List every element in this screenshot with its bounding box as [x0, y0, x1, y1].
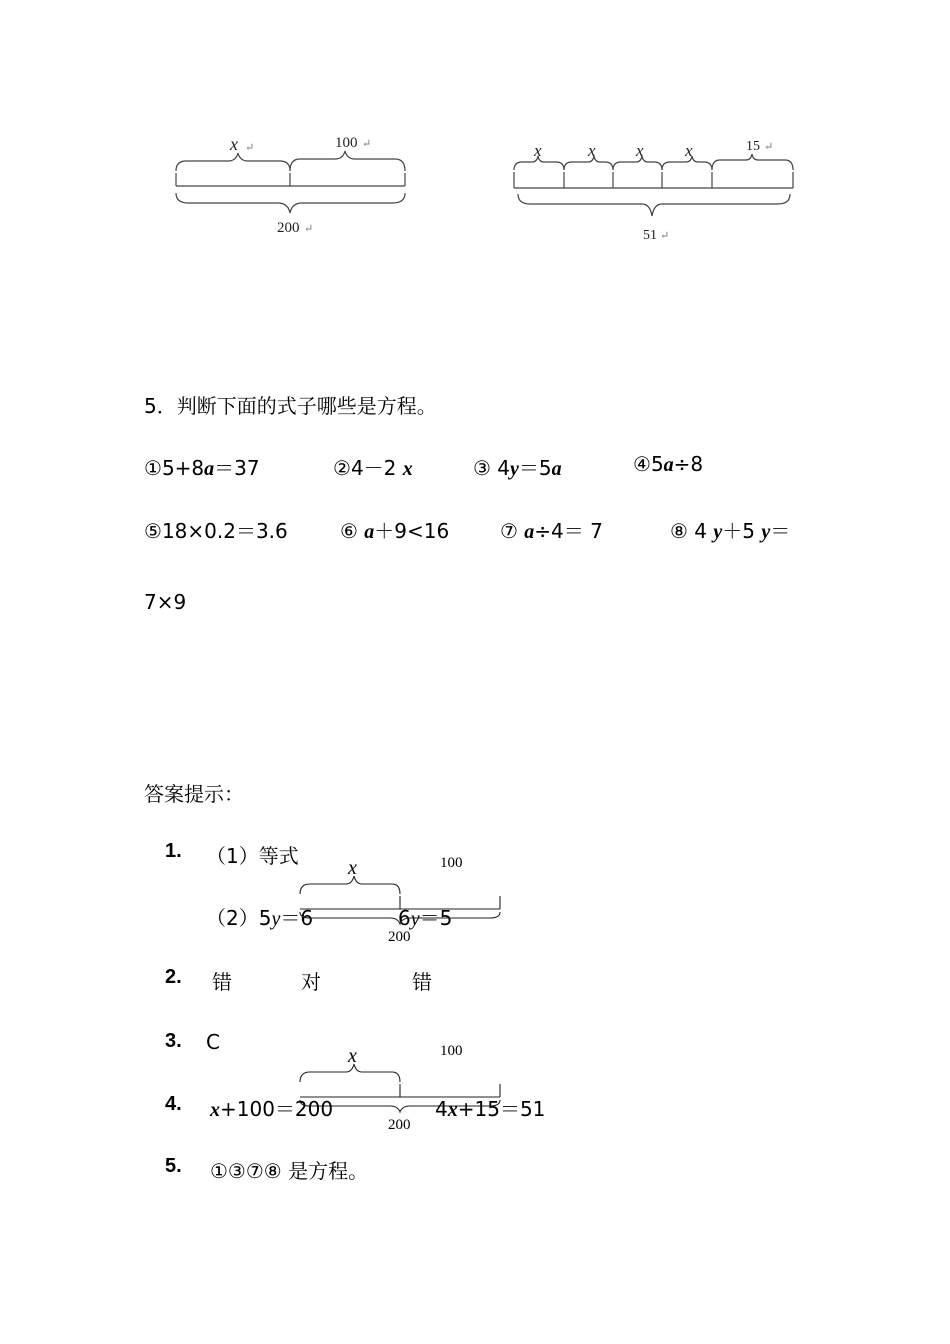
answers-title: 答案提示： — [144, 782, 244, 806]
answer-overlay-diagram-1 — [292, 852, 510, 948]
return-mark: ↵ — [660, 230, 670, 242]
answer-5-number: 5. — [165, 1155, 182, 1177]
answer-3-number: 3. — [165, 1030, 182, 1052]
item-1: ①5+8a＝37 — [144, 456, 260, 480]
answer-4-equation-1: x+100＝200 — [210, 1097, 334, 1121]
diagram-right — [508, 130, 803, 245]
answer-1-line2-b: 6y＝5 — [398, 906, 453, 930]
item-2: ②4－2 x — [333, 456, 413, 480]
item-5: ⑤18×0.2＝3.6 — [144, 519, 288, 543]
item-6: ⑥ a＋9<16 — [340, 519, 450, 543]
item-4: ④5a÷8 — [633, 452, 704, 476]
answer-4-number: 4. — [165, 1093, 182, 1115]
top-label: 100 — [440, 1043, 463, 1059]
answer-2-word-2: 对 — [301, 970, 321, 994]
top-right-label: 100 — [335, 135, 358, 151]
x-label: x — [348, 1045, 357, 1067]
x-label: x — [230, 134, 238, 154]
return-mark: ↵ — [764, 141, 774, 153]
bottom-label: 200 — [277, 220, 300, 236]
top-label: 100 — [440, 855, 463, 871]
x-label: x — [636, 141, 644, 160]
diagram-left — [170, 125, 420, 240]
return-mark: ↵ — [245, 142, 255, 154]
answer-1-line2: （2）5y＝6 — [206, 906, 314, 930]
return-mark: ↵ — [304, 223, 314, 235]
item-8-continuation: 7×9 — [144, 590, 187, 614]
answer-1-number: 1. — [165, 840, 182, 862]
bottom-label: 200 — [388, 1117, 411, 1133]
return-mark: ↵ — [362, 138, 372, 150]
answer-5-text: ①③⑦⑧ 是方程。 — [210, 1159, 369, 1183]
bottom-label: 200 — [388, 929, 411, 945]
item-8: ⑧ 4 y＋5 y＝ — [670, 519, 791, 543]
item-7: ⑦ a÷4＝ 7 — [500, 519, 603, 543]
answer-1-line1: （1）等式 — [206, 844, 299, 868]
answer-2-number: 2. — [165, 966, 182, 988]
x-label: x — [685, 141, 693, 160]
top-right-label: 15 — [746, 139, 760, 154]
bottom-label: 51 — [643, 228, 657, 243]
question-5-title: 5．判断下面的式子哪些是方程。 — [144, 394, 437, 418]
x-label: x — [588, 141, 596, 160]
answer-4-equation-2: 4x+15＝51 — [435, 1097, 546, 1121]
item-3: ③ 4y＝5a — [473, 456, 562, 480]
x-label: x — [534, 141, 542, 160]
answer-3-text: C — [206, 1030, 220, 1054]
answer-2-word-3: 错 — [412, 970, 432, 994]
answer-2-word-1: 错 — [212, 970, 232, 994]
x-label: x — [348, 857, 357, 879]
